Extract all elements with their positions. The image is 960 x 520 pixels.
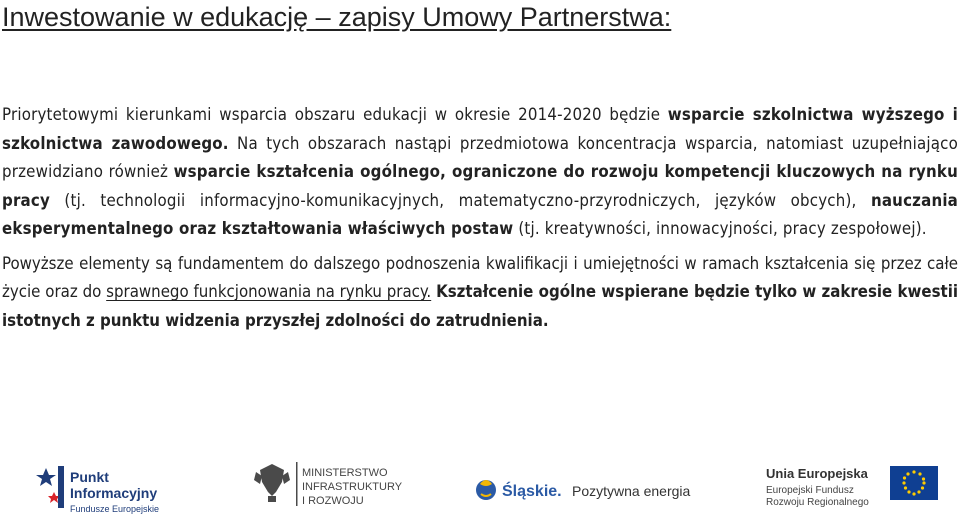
bold-run: wsparcie kształcenia ogólnego, ograniczone do rozwoju kompetencji kluczowych na rynku pracy: [2, 161, 959, 210]
text-run: (tj. kreatywności, innowacyjności, pracy zespołowej).: [513, 218, 927, 238]
text-run: Powyższe elementy są fundamentem do dalszego podnoszenia kwalifikacji i umiejętności w ramach kształcenia się przez całe życie oraz do: [2, 252, 958, 301]
ministry-line1: MINISTERSTWO: [302, 467, 388, 479]
punkt-informacyjny-logo: [36, 448, 196, 520]
eu-line2: Europejski Fundusz: [766, 485, 854, 496]
eu-logo: [750, 448, 950, 520]
punkt-line2: Informacyjny: [70, 485, 158, 501]
silesia-tagline: Pozytywna energia: [572, 483, 691, 499]
slide-content: [2, 100, 958, 340]
eagle-icon: [254, 464, 290, 502]
text-run: (tj. technologii informacyjno-komunikacyjnych, matematyczno-przyrodniczych, języków obcych),: [49, 189, 871, 210]
silesia-emblem-icon: [476, 480, 496, 500]
paragraph-priorities: [2, 100, 958, 243]
ministry-line3: I ROZWOJU: [302, 495, 364, 507]
bold-run: Kształcenie ogólne wspierane będzie tylko w zakresie kwestii istotnych z punktu widzenia przyszłej zdolności do zatrudnienia.: [2, 281, 958, 330]
slide-title: Inwestowanie w edukację – zapisy Umowy Partnerstwa:: [2, 2, 672, 32]
text-run: Na tych obszarach nastąpi przedmiotowa koncentracja wsparcia, natomiast uzupełniająco przewidziano również: [2, 132, 958, 181]
underlined-run: sprawnego funkcjonowania na rynku pracy.: [106, 281, 432, 301]
bold-run: wsparcie szkolnictwa wyższego i szkolnictwa zawodowego.: [2, 104, 958, 153]
eu-flag-icon: [890, 466, 938, 500]
paragraph-foundation: [2, 249, 958, 335]
eu-line3: Rozwoju Regionalnego: [766, 497, 869, 508]
silesia-logo: [472, 448, 702, 520]
bold-run: nauczania eksperymentalnego oraz kształtowania właściwych postaw: [2, 189, 958, 238]
punkt-line3: Fundusze Europejskie: [70, 504, 160, 514]
ministry-line2: INFRASTRUKTURY: [302, 481, 403, 493]
stars-icon: [36, 466, 64, 508]
ministry-logo: [248, 448, 428, 520]
text-run: Priorytetowymi kierunkami wsparcia obszaru edukacji w okresie 2014-2020 będzie: [2, 104, 668, 124]
silesia-name: Śląskie.: [502, 483, 562, 500]
logo-bar: [0, 448, 960, 520]
punkt-line1: Punkt: [70, 469, 109, 485]
eu-line1: Unia Europejska: [766, 466, 868, 481]
